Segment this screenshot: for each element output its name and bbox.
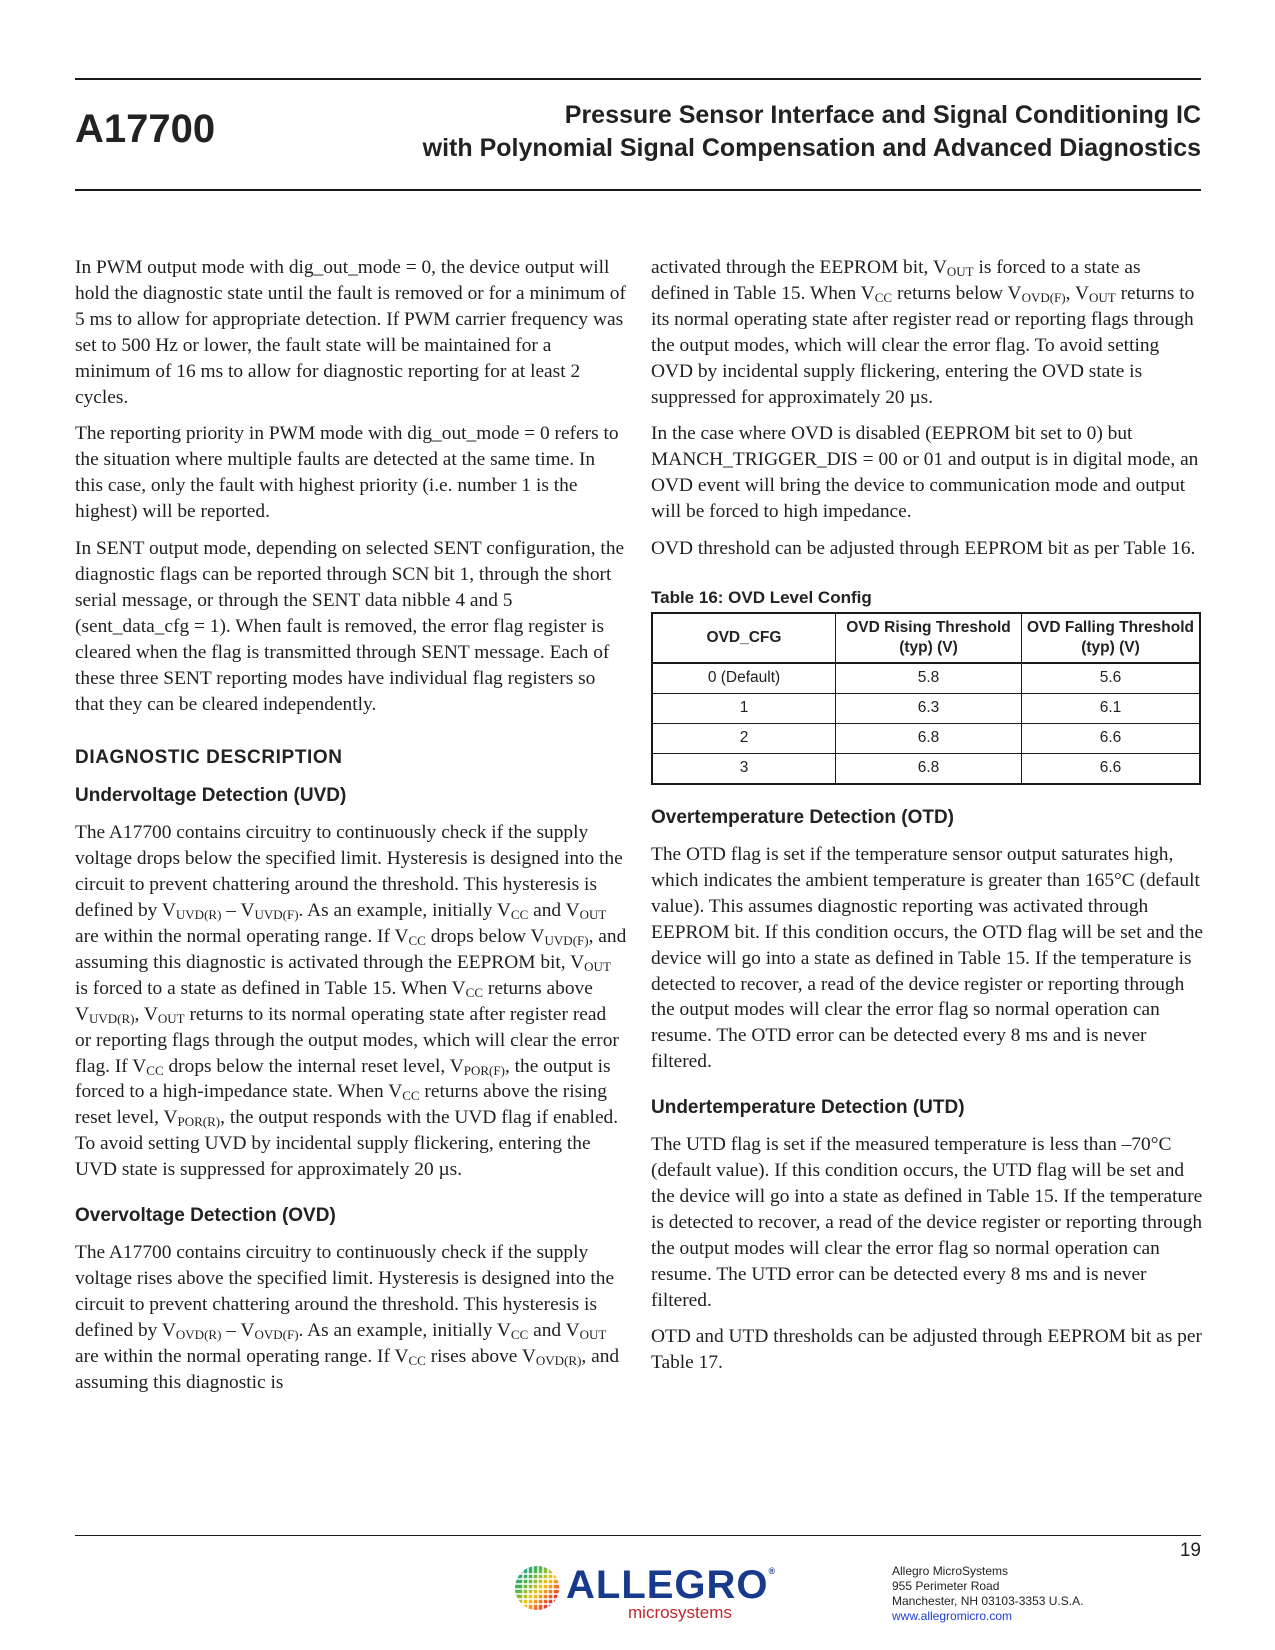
paragraph-reporting-priority: The reporting priority in PWM mode with dig_out_mode = 0 refers to the situation where multiple faults are detected at the same time. In this case, only the fault with highest priority (i.e. number 1 is the highest) will be reported. xyxy=(75,423,619,523)
table-header-cell: OVD_CFG xyxy=(652,613,836,663)
table-cell: 1 xyxy=(652,693,836,723)
table-row xyxy=(652,663,1200,694)
company-name: Allegro MicroSystems xyxy=(892,1564,1009,1578)
table-cell: 6.8 xyxy=(836,753,1022,784)
company-address xyxy=(892,1564,1083,1624)
table-header-cell: OVD Falling Threshold (typ) (V) xyxy=(1022,613,1201,663)
section-heading-diagnostic: DIAGNOSTIC DESCRIPTION xyxy=(75,747,343,769)
paragraph-sent-output: In SENT output mode, depending on selected SENT configuration, the diagnostic flags can be reported through SCN bit 1, through the short serial message, or through the SENT data nibble 4 and 5 (sent_data_cfg = 1). When fault is removed, the error flag register is cleared when the flag is transmitted through SENT message. Each of these three SENT reporting modes have individual flag registers so that they can be cleared independently. xyxy=(75,538,625,715)
document-title-line-2: with Polynomial Signal Compensation and Advanced Diagnostics xyxy=(422,134,1201,162)
company-city: Manchester, NH 03103-3353 U.S.A. xyxy=(892,1594,1084,1608)
ovd-level-table xyxy=(651,612,1201,785)
company-website-link[interactable]: www.allegromicro.com xyxy=(892,1609,1013,1623)
left-column xyxy=(75,255,627,1407)
table-header-cell: OVD Rising Threshold (typ) (V) xyxy=(836,613,1022,663)
allegro-microsystems-tagline: microsystems xyxy=(628,1603,732,1622)
paragraph-utd: The UTD flag is set if the measured temperature is less than –70°C (default value). If this condition occurs, the UTD flag will be set and the device will go into a state as defined in Table 15. If the temperature is detected to recover, a read of the device register or reporting through the output modes will clear the error flag so normal operation can resume. The UTD error can be detected every 8 ms and is never filtered. xyxy=(651,1134,1203,1311)
paragraph-ovd: The A17700 contains circuitry to continuously check if the supply voltage rises above the specified limit. Hysteresis is designed into the circuit to prevent chattering around the threshold. This hysteresis is defined by $V_{OVD(R)} - V_{OVD(F)}$. As an example, initially $V_{CC}$ and $V_{OUT}$ are within the normal operating range. If $V_{CC}$ rises above $V_{OVD(R)}$, and assuming this diagnostic is xyxy=(75,1242,620,1393)
table-cell: 5.6 xyxy=(1022,663,1201,694)
company-street: 955 Perimeter Road xyxy=(892,1579,1000,1593)
table-row xyxy=(652,723,1200,753)
paragraph-otd: The OTD flag is set if the temperature sensor output saturates high, which indicates the ambient temperature is greater than 165°C (default value). This assumes diagnostic reporting was activated through EEPROM bit. If this condition occurs, the OTD flag will be set and the device will go into a state as defined in Table 15. If the temperature is detected to recover, a read of the device register or reporting through the output modes will clear the error flag so normal operation can resume. The OTD error can be detected every 8 ms and is never filtered. xyxy=(651,843,1203,1073)
heading-undertemperature: Undertemperature Detection (UTD) xyxy=(651,1097,965,1119)
table-cell: 6.6 xyxy=(1022,723,1201,753)
paragraph-ovd-threshold: OVD threshold can be adjusted through EEPROM bit as per Table 16. xyxy=(651,538,1196,560)
table-row xyxy=(652,693,1200,723)
page-number: 19 xyxy=(1179,1540,1201,1561)
table-cell: 6.3 xyxy=(836,693,1022,723)
paragraph-uvd: The A17700 contains circuitry to continuously check if the supply voltage drops below the specified limit. Hysteresis is designed into the circuit to prevent chattering around the threshold. This hysteresis is defined by $V_{UVD(R)} - V_{UVD(F)}$. As an example, initially $V_{CC}$ and $V_{OUT}$ are within the normal operating range. If $V_{CC}$ drops below $V_{UVD(F)}$, and assuming this diagnostic is activated through the EEPROM bit, $V_{OUT}$ is forced to a state as defined in Table 15. When $V_{CC}$ returns above $V_{UVD(R)}$, $V_{OUT}$ returns to its normal operating state after register read or reporting flags through the output modes, which will clear the error flag. If $V_{CC}$ drops below the internal reset level, $V_{POR(F)}$, the output is forced to a high-impedance state. When $V_{CC}$ returns above the rising reset level, $V_{POR(R)}$, the output responds with the UVD flag if enabled. To avoid setting UVD by incidental supply flickering, entering the UVD state is suppressed for approximately 20 µs. xyxy=(75,822,627,1181)
header-bottom-rule xyxy=(75,189,1201,191)
table-cell: 6.6 xyxy=(1022,753,1201,784)
heading-undervoltage: Undervoltage Detection (UVD) xyxy=(75,785,347,807)
allegro-wordmark: ALLEGRO® xyxy=(566,1563,776,1607)
paragraph-temp-thresholds: OTD and UTD thresholds can be adjusted through EEPROM bit as per Table 17. xyxy=(651,1326,1202,1374)
paragraph-ovd-continued: activated through the EEPROM bit, $V_{OUT}$ is forced to a state as defined in Table 15. When $V_{CC}$ returns below $V_{OVD(F)}$, $V_{OUT}$ returns to its normal operating state after register read or reporting flags through the output modes, which will clear the error flag. To avoid setting OVD by incidental supply flickering, entering the OVD state is suppressed for approximately 20 µs. xyxy=(651,257,1195,408)
table-cell: 2 xyxy=(652,723,836,753)
table-cell: 5.8 xyxy=(836,663,1022,694)
paragraph-ovd-disabled: In the case where OVD is disabled (EEPROM bit set to 0) but MANCH_TRIGGER_DIS = 00 or 01 and output is in digital mode, an OVD event will bring the device to communication mode and output will be forced to high impedance. xyxy=(651,423,1199,523)
heading-overvoltage: Overvoltage Detection (OVD) xyxy=(75,1205,336,1227)
table-cell: 6.8 xyxy=(836,723,1022,753)
part-number: A17700 xyxy=(75,107,216,151)
table-cell: 6.1 xyxy=(1022,693,1201,723)
document-title xyxy=(423,99,1201,165)
table-caption: Table 16: OVD Level Config xyxy=(651,587,872,607)
document-title-line-1: Pressure Sensor Interface and Signal Conditioning IC xyxy=(564,101,1201,129)
header-top-rule xyxy=(75,78,1201,80)
table-cell: 0 (Default) xyxy=(652,663,836,694)
right-column xyxy=(651,255,1203,1387)
table-row xyxy=(652,753,1200,784)
allegro-logo xyxy=(514,1563,774,1625)
allegro-globe-icon xyxy=(514,1565,560,1611)
heading-overtemperature: Overtemperature Detection (OTD) xyxy=(651,806,955,828)
table-header-row xyxy=(652,613,1200,663)
table-cell: 3 xyxy=(652,753,836,784)
footer-rule xyxy=(75,1535,1201,1536)
paragraph-pwm-output: In PWM output mode with dig_out_mode = 0, the device output will hold the diagnostic state until the fault is removed or for a minimum of 5 ms to allow for appropriate detection. If PWM carrier frequency was set to 500 Hz or lower, the fault state will be maintained for a minimum of 16 ms to allow for diagnostic reporting for at least 2 cycles. xyxy=(75,257,626,408)
